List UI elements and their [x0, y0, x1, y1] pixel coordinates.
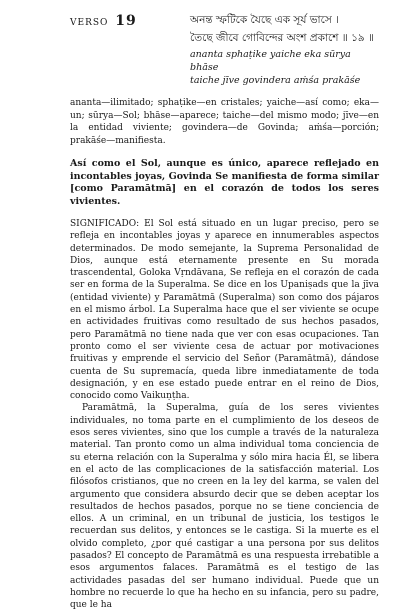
bengali-line-1: অনন্ত স্ফটিকে যৈছে এক সূর্য ভাসে ।	[190, 14, 339, 26]
translit-line-1: ananta sphaṭike yaiche eka sūrya bhāse	[190, 49, 351, 73]
verse-label	[70, 13, 137, 29]
purport-paragraph-1: SIGNIFICADO: El Sol está situado en un lugar preciso, pero se refleja en incontables joyas y aparece en innumerables aspectos determinados. De modo semejante, la Suprema Personalidad de Dios, aunque está eternamente presente en Su morada trascendental, Goloka Vṛndāvana, Se refleja en el corazón de cada ser en forma de la Superalma. Se dice en los Upaniṣads que la jīva (entidad viviente) y Paramātmā (Superalma) son como dos pájaros en el mismo árbol. La Superalma hace que el ser viviente se ocupe en actividades fruitivas como resultado de sus hechos pasados, pero Paramātmā no tiene nada que ver con esas ocupaciones. Tan pronto como el ser viviente cesa de actuar por motivaciones fruitivas y emprende el servicio del Señor (Paramātmā), dándose cuenta de Su supremacía, queda libre inmediatamente de toda designación, y en ese estado puede entrar en el reino de Dios, conocido como Vaikuṇṭha.	[70, 219, 379, 402]
purport	[70, 218, 379, 612]
purport-paragraph-2: Paramātmā, la Superalma, guía de los seres vivientes individuales, no toma parte en el cumplimiento de los deseos de esos seres vivientes, sino que los cumple a través de la naturaleza material. Tan pronto como un alma individual toma conciencia de su eterna relación con la Superalma y sólo mira hacia Él, se libera en el acto de las complicaciones de la satisfacción material. Los filósofos cristianos, que no creen en la ley del karma, se valen del argumento que considera absurdo decir que se deben aceptar los resultados de hechos pasados, porque no se tiene conciencia de ellos. A un criminal, en un tribunal de justicia, los testigos le recuerdan sus delitos, y entonces se le castiga. Si la muerte es el olvido completo, ¿por qué castigar a una persona por sus delitos pasados? El concepto de Paramātmā es una respuesta irrebatible a esos argumentos falaces. Paramātmā es el testigo de las actividades pasadas del ser humano individual. Puede que un hombre no recuerde lo que ha hecho en su infancia, pero su padre, que le ha	[70, 403, 379, 611]
verse-number: 19	[115, 13, 137, 29]
translation: Así como el Sol, aunque es único, aparece reflejado en incontables joyas, Govinda Se manifiesta de forma similar [como Paramātmā] en el corazón de todos los seres vivientes.	[70, 158, 379, 207]
bengali-line-2: তৈছে জীবে গোবিন্দের অংশ প্রকাশে ॥ ১৯ ॥	[190, 32, 374, 44]
synonyms: ananta—ilimitado; sphaṭike—en cristales; yaiche—así como; eka—un; sūrya—Sol; bhāse—aparece; taiche—del mismo modo; jīve—en la entidad viviente; govindera—de Govinda; aṁśa—porción; prakāśe—manifiesta.	[70, 98, 379, 146]
translit-line-2: taiche jīve govindera aṁśa prakāśe	[190, 75, 361, 86]
transliteration	[190, 48, 379, 87]
verse-header	[70, 10, 379, 48]
bengali-verse	[190, 11, 374, 47]
verse-label-text: VERSO	[70, 18, 109, 28]
